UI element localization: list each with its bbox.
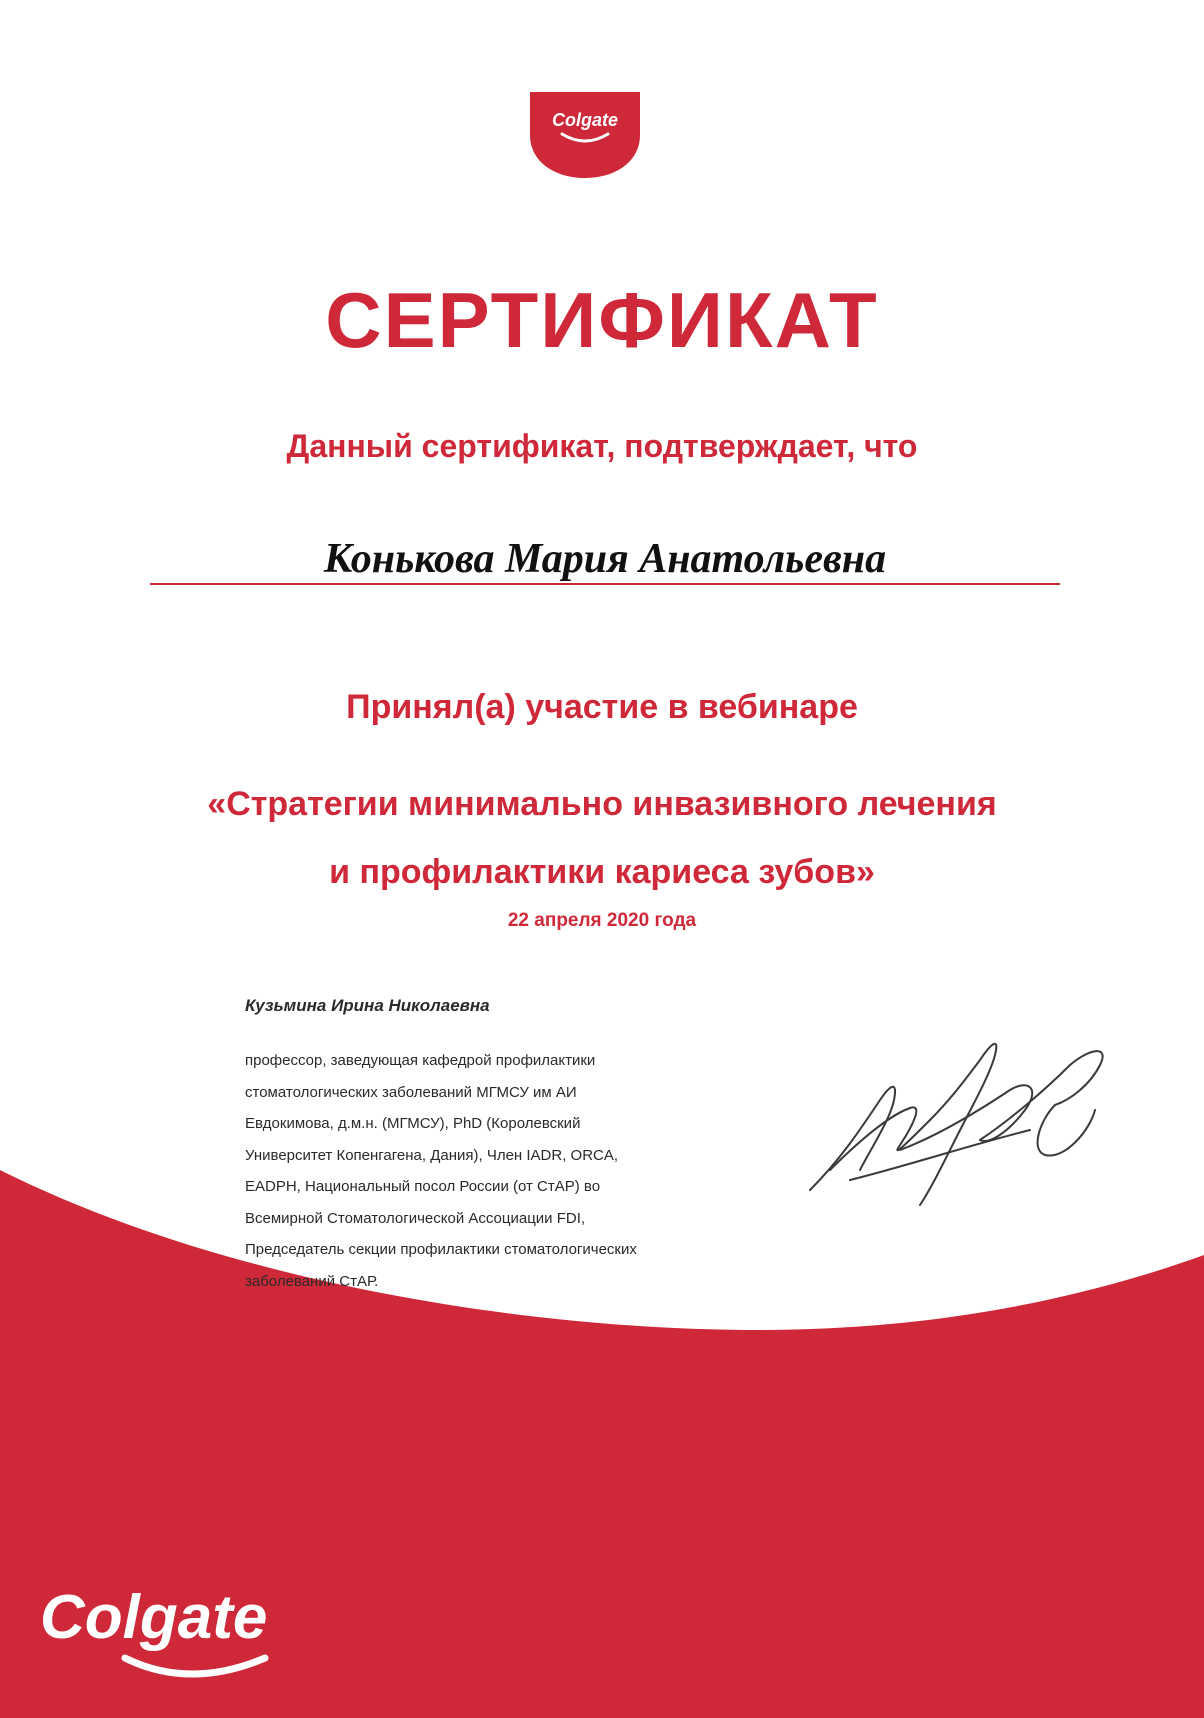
speaker-description-line: стоматологических заболеваний МГМСУ им АИ	[245, 1083, 577, 1101]
webinar-title	[0, 770, 1204, 906]
speaker-name: Кузьмина Ирина Николаевна	[245, 996, 490, 1015]
colgate-wordmark-logo	[30, 1580, 370, 1700]
webinar-date: 22 апреля 2020 года	[507, 910, 697, 931]
webinar-title-line: «Стратегии минимально инвазивного лечения	[207, 785, 997, 823]
signature-image	[790, 1020, 1130, 1220]
top-logo-text: Colgate	[551, 110, 619, 130]
speaker-description-line: Университет Копенгагена, Дания), Член IADR, ORCA,	[245, 1146, 619, 1164]
certificate-subtitle: Данный сертификат, подтверждает, что	[286, 428, 918, 464]
colgate-shield-logo	[520, 90, 650, 180]
recipient-underline	[150, 583, 1060, 585]
participation-text: Принял(а) участие в вебинаре	[346, 688, 858, 726]
speaker-description	[245, 1045, 805, 1297]
speaker-description-line: EADPH, Национальный посол России (от СтАР) во	[245, 1178, 601, 1195]
speaker-description-line: Председатель секции профилактики стоматологических	[245, 1241, 637, 1258]
speaker-description-line: профессор, заведующая кафедрой профилактики	[245, 1052, 596, 1069]
speaker-description-line: Евдокимова, д.м.н. (МГМСУ), PhD (Королевский	[245, 1115, 581, 1132]
speaker-description-line: заболеваний СтАР.	[245, 1272, 379, 1290]
certificate-title: СЕРТИФИКАТ	[325, 276, 879, 364]
bottom-logo-text: Colgate	[40, 1583, 268, 1652]
speaker-description-line: Всемирной Стоматологической Ассоциации FDI,	[245, 1209, 586, 1227]
recipient-name: Конькова Мария Анатольевна	[323, 536, 887, 582]
webinar-title-line: и профилактики кариеса зубов»	[329, 853, 875, 891]
